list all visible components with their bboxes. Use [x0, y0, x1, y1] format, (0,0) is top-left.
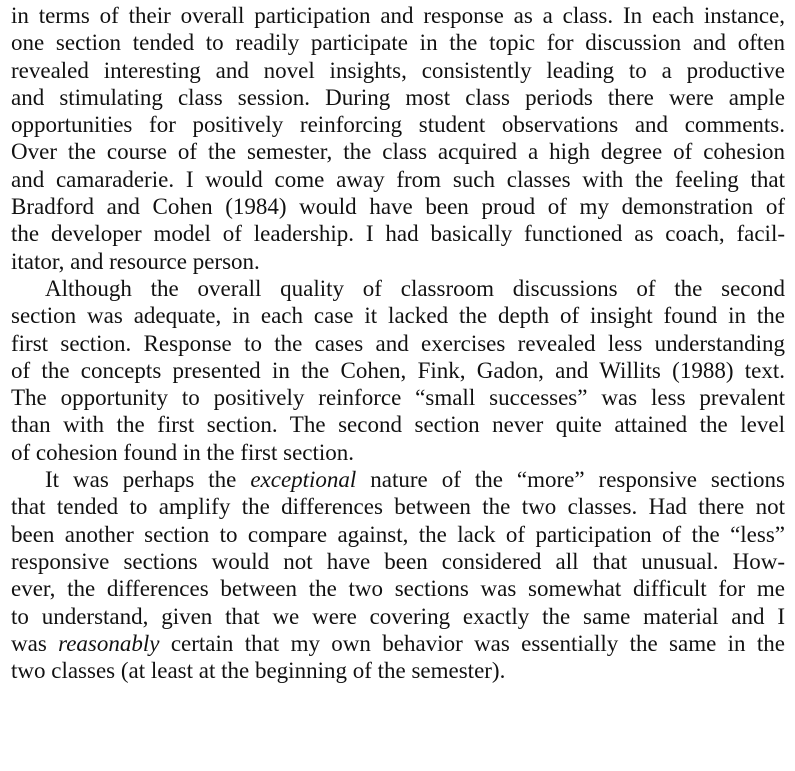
text-line	[11, 84, 785, 111]
text-line	[11, 411, 785, 438]
text-line	[11, 2, 785, 29]
text-segment: The opportunity to positively reinforce “small successes” was less prevalent	[11, 385, 785, 411]
text-segment: to understand, given that we were covering exactly the same material and I	[11, 603, 785, 629]
text-line	[11, 220, 785, 247]
text-line	[11, 193, 785, 220]
text-segment: one section tended to readily participate in the topic for discussion and often	[11, 30, 785, 56]
text-line	[11, 384, 785, 411]
text-line	[11, 466, 785, 493]
text-segment: responsive sections would not have been considered all that unusual. How-	[11, 548, 785, 574]
text-segment: and camaraderie. I would come away from such classes with the feeling that	[11, 166, 785, 192]
italic-text: reasonably	[58, 630, 160, 656]
text-segment: of the concepts presented in the Cohen, Fink, Gadon, and Willits (1988) text.	[11, 357, 785, 383]
text-segment: itator, and resource person.	[11, 248, 260, 274]
text-line	[11, 603, 785, 630]
text-segment: been another section to compare against, the lack of participation of the “less”	[11, 521, 785, 547]
paragraph	[11, 2, 785, 275]
text-line	[11, 657, 785, 684]
text-line	[11, 248, 785, 275]
text-segment: Over the course of the semester, the class acquired a high degree of cohesion	[11, 139, 785, 165]
text-segment: first section. Response to the cases and exercises revealed less understanding	[11, 330, 785, 356]
text-segment: was	[11, 630, 59, 656]
text-segment: two classes (at least at the beginning of the semester).	[11, 658, 506, 684]
text-line	[11, 166, 785, 193]
text-segment: in terms of their overall participation and response as a class. In each instance,	[11, 3, 785, 28]
text-line	[11, 29, 785, 56]
paragraph	[11, 275, 785, 466]
text-line	[11, 302, 785, 329]
text-line	[11, 575, 785, 602]
text-line	[11, 57, 785, 84]
text-segment: than with the first section. The second section never quite attained the level	[11, 412, 785, 438]
text-segment: of cohesion found in the first section.	[11, 439, 355, 465]
text-line	[11, 330, 785, 357]
text-line	[11, 138, 785, 165]
text-line	[11, 548, 785, 575]
text-segment: and stimulating class session. During most class periods there were ample	[11, 84, 785, 110]
text-line	[11, 493, 785, 520]
text-segment: section was adequate, in each case it lacked the depth of insight found in the	[11, 303, 785, 329]
text-segment: certain that my own behavior was essentially the same in the	[159, 630, 785, 656]
text-line	[11, 439, 785, 466]
text-segment: opportunities for positively reinforcing student observations and comments.	[11, 112, 785, 138]
italic-text: exceptional	[250, 467, 357, 493]
text-segment: Bradford and Cohen (1984) would have been proud of my demonstration of	[11, 194, 785, 220]
text-segment: Although the overall quality of classroom discussions of the second	[45, 275, 785, 301]
text-segment: that tended to amplify the differences between the two classes. Had there not	[11, 494, 785, 520]
text-segment: revealed interesting and novel insights, consistently leading to a productive	[11, 57, 785, 83]
text-line	[11, 275, 785, 302]
text-segment: nature of the “more” responsive sections	[356, 467, 785, 493]
text-line	[11, 521, 785, 548]
text-line	[11, 111, 785, 138]
text-segment: It was perhaps the	[45, 467, 251, 493]
paragraph	[11, 466, 785, 684]
text-line	[11, 357, 785, 384]
text-line	[11, 630, 785, 657]
text-segment: ever, the differences between the two sections was somewhat difficult for me	[11, 576, 785, 602]
text-segment: the developer model of leadership. I had basically functioned as coach, facil-	[11, 221, 785, 247]
